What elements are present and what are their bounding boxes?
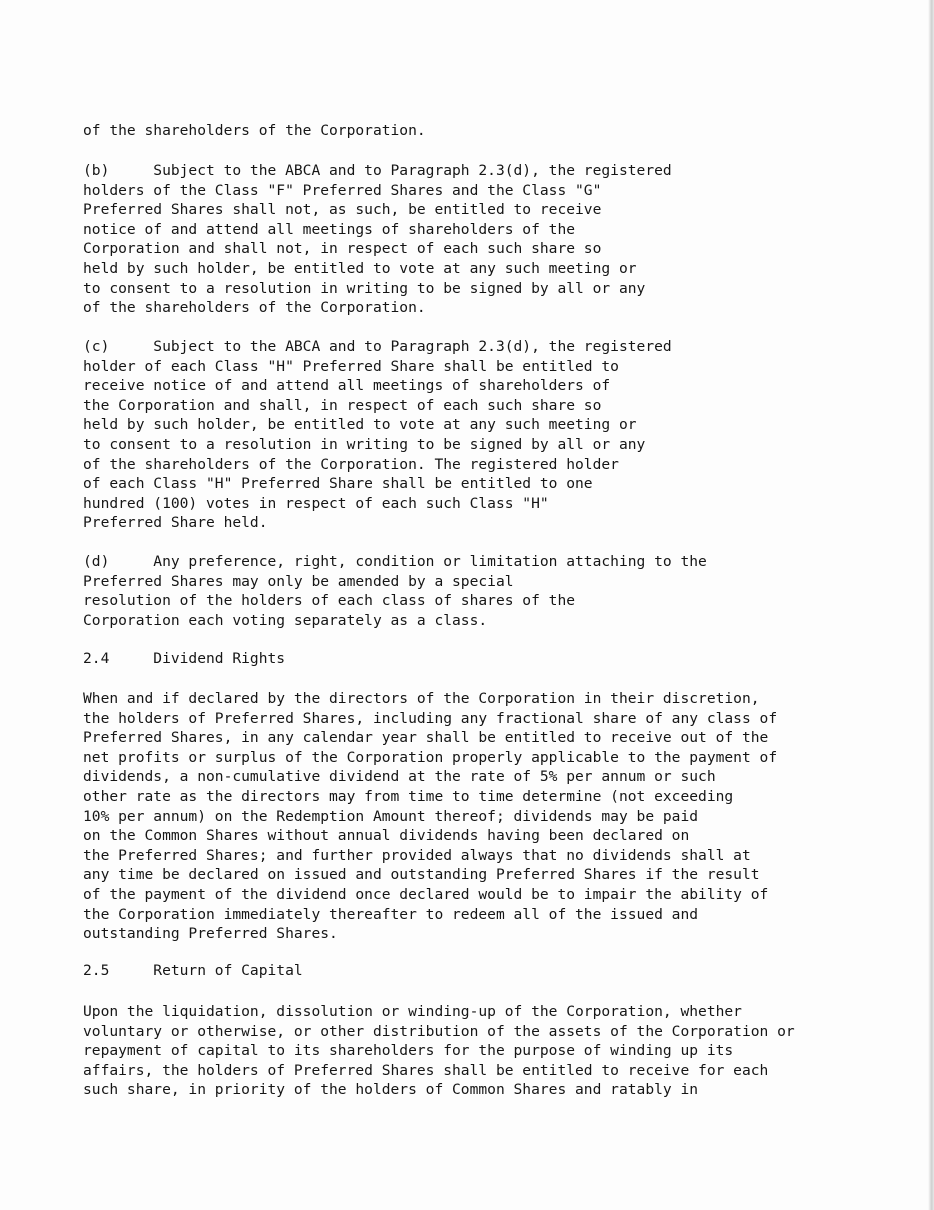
paragraph-d-line: resolution of the holders of each class of shares of the [83, 592, 576, 610]
paragraph-c-line: of the shareholders of the Corporation. The registered holder [83, 455, 619, 473]
return-of-capital-line: voluntary or otherwise, or other distribution of the assets of the Corporation or [83, 1022, 795, 1040]
return-of-capital-line: affairs, the holders of Preferred Shares shall be entitled to receive for each [83, 1061, 769, 1079]
dividend-rights-line: outstanding Preferred Shares. [83, 925, 338, 943]
top-fragment: of the shareholders of the Corporation. [83, 122, 426, 139]
paragraph-c-line: hundred (100) votes in respect of each such Class "H" [83, 494, 549, 512]
paragraph-c-line: to consent to a resolution in writing to be signed by all or any [83, 436, 646, 453]
paragraph-b-line: Preferred Shares shall not, as such, be entitled to receive [83, 201, 602, 219]
dividend-rights-line: of the payment of the dividend once declared would be to impair the ability of [83, 886, 769, 903]
return-of-capital-line: such share, in priority of the holders of Common Shares and ratably in [83, 1081, 699, 1099]
paragraph-c-line: receive notice of and attend all meetings of shareholders of [83, 377, 611, 395]
dividend-rights-line: net profits or surplus of the Corporation properly applicable to the payment of [83, 748, 778, 766]
paragraph-d-line: Corporation each voting separately as a class. [83, 611, 488, 629]
paragraph-c-line: the Corporation and shall, in respect of each such share so [83, 396, 602, 414]
paragraph-c-line: of each Class "H" Preferred Share shall be entitled to one [83, 475, 593, 493]
paragraph-c-line: holder of each Class "H" Preferred Share shall be entitled to [83, 357, 619, 375]
paragraph-b-line: held by such holder, be entitled to vote at any such meeting or [83, 260, 637, 277]
section-heading-return-of-capital: 2.5 Return of Capital [83, 962, 303, 979]
paragraph-b-line: notice of and attend all meetings of shareholders of the [83, 220, 576, 238]
dividend-rights-line: the Preferred Shares; and further provided always that no dividends shall at [83, 846, 751, 864]
dividend-rights-line: dividends, a non-cumulative dividend at the rate of 5% per annum or such [83, 768, 716, 786]
paragraph-c-line: Preferred Share held. [83, 514, 268, 532]
dividend-rights-line: any time be declared on issued and outstanding Preferred Shares if the result [83, 866, 760, 884]
paragraph-b-line: of the shareholders of the Corporation. [83, 299, 426, 317]
dividend-rights-line: other rate as the directors may from time to time determine (not exceeding [83, 788, 734, 805]
dividend-rights-line: the holders of Preferred Shares, including any fractional share of any class of [83, 709, 778, 727]
paragraph-b-line: to consent to a resolution in writing to be signed by all or any [83, 279, 646, 297]
section-heading-dividend-rights: 2.4 Dividend Rights [83, 650, 286, 667]
dividend-rights-line: the Corporation immediately thereafter to redeem all of the issued and [83, 905, 699, 923]
paragraph-d-line: (d) Any preference, right, condition or limitation attaching to the [83, 553, 707, 570]
scan-edge [928, 0, 934, 1210]
paragraph-b-line: (b) Subject to the ABCA and to Paragraph 2.3(d), the registered [83, 162, 672, 179]
paragraph-b-line: holders of the Class "F" Preferred Shares and the Class "G" [83, 181, 602, 199]
paragraph-c-line: (c) Subject to the ABCA and to Paragraph 2.3(d), the registered [83, 338, 672, 355]
dividend-rights-line: on the Common Shares without annual dividends having been declared on [83, 827, 690, 845]
dividend-rights-line: When and if declared by the directors of the Corporation in their discretion, [83, 690, 760, 707]
paragraph-b-line: Corporation and shall not, in respect of each such share so [83, 240, 602, 258]
return-of-capital-line: repayment of capital to its shareholders for the purpose of winding up its [83, 1042, 734, 1060]
paragraph-d-line: Preferred Shares may only be amended by a special [83, 572, 514, 590]
return-of-capital-line: Upon the liquidation, dissolution or winding-up of the Corporation, whether [83, 1003, 742, 1020]
paragraph-c-line: held by such holder, be entitled to vote at any such meeting or [83, 416, 637, 434]
dividend-rights-line: 10% per annum) on the Redemption Amount thereof; dividends may be paid [83, 807, 699, 825]
dividend-rights-line: Preferred Shares, in any calendar year shall be entitled to receive out of the [83, 729, 769, 747]
